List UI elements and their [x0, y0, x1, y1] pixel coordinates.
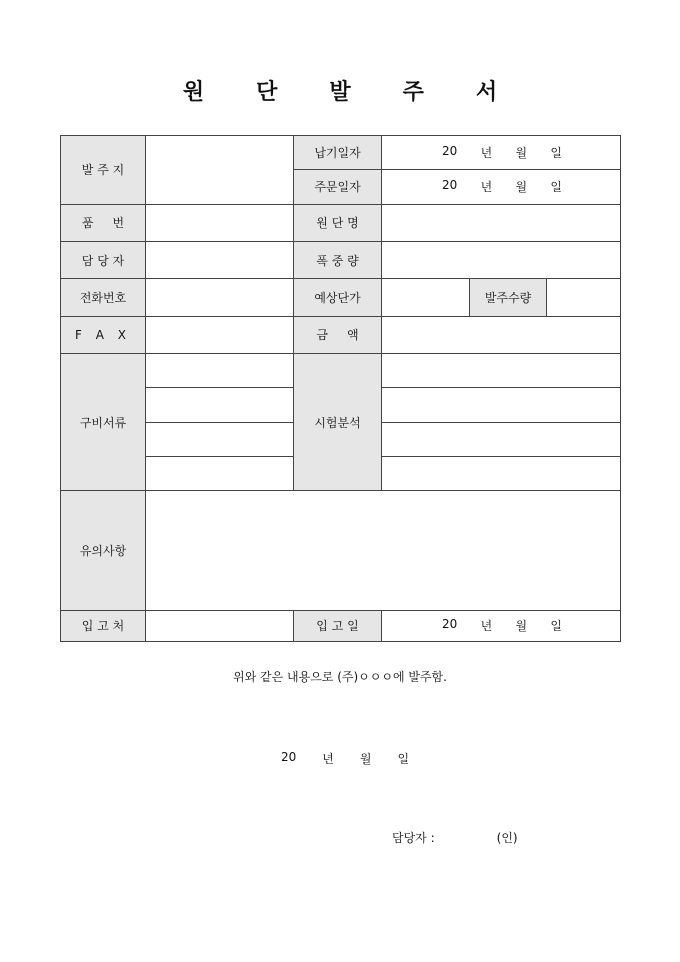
title-char: 원 [182, 79, 205, 105]
month-unit: 월 [359, 752, 372, 766]
document-title [0, 74, 680, 110]
title-char: 서 [475, 79, 498, 105]
signature-label: 담당자 : [392, 831, 435, 845]
documents-line[interactable] [146, 422, 294, 456]
seal-mark: (인) [496, 831, 518, 845]
fax-label: F A X [61, 316, 146, 353]
year-unit: 년 [480, 619, 493, 634]
fax-value[interactable] [146, 316, 294, 353]
amount-value[interactable] [382, 316, 621, 353]
title-char: 단 [256, 79, 278, 105]
documents-line[interactable] [146, 457, 294, 491]
year-prefix: 20 [442, 144, 458, 159]
expected-price-row [382, 279, 621, 316]
day-unit: 일 [550, 619, 562, 634]
expected-price-label: 예상단가 [294, 279, 382, 316]
manager-value[interactable] [146, 242, 294, 279]
fabric-name-value[interactable] [382, 204, 621, 241]
delivery-date-label: 납기일자 [294, 136, 382, 170]
receiving-date-value[interactable] [382, 610, 621, 641]
order-qty-value[interactable] [547, 279, 620, 315]
issue-date [281, 750, 409, 767]
amount-label: 금 액 [294, 316, 382, 353]
signature-line [392, 829, 518, 846]
test-analysis-line[interactable] [382, 388, 621, 422]
year-unit: 년 [480, 180, 493, 195]
expected-price-value[interactable] [382, 279, 469, 315]
delivery-date-value[interactable] [382, 136, 621, 170]
order-date-value[interactable] [382, 170, 621, 204]
year-prefix: 20 [281, 750, 297, 764]
item-no-label: 품 번 [61, 204, 146, 241]
receiving-place-value[interactable] [146, 610, 294, 641]
width-weight-value[interactable] [382, 242, 621, 279]
order-form-table [60, 135, 621, 642]
month-unit: 월 [515, 146, 528, 161]
month-unit: 월 [515, 619, 528, 634]
phone-label: 전화번호 [61, 279, 146, 316]
order-qty-label: 발주수량 [469, 279, 547, 315]
day-unit: 일 [550, 146, 562, 161]
documents-line[interactable] [146, 354, 294, 388]
test-analysis-label: 시험분석 [294, 354, 382, 491]
year-unit: 년 [322, 752, 334, 766]
test-analysis-line[interactable] [382, 354, 621, 388]
manager-label: 담 당 자 [61, 242, 146, 279]
day-unit: 일 [397, 752, 410, 766]
phone-value[interactable] [146, 279, 294, 316]
year-prefix: 20 [442, 178, 458, 193]
notes-value[interactable] [146, 491, 621, 610]
year-unit: 년 [480, 146, 493, 161]
year-prefix: 20 [442, 617, 458, 632]
test-analysis-line[interactable] [382, 422, 621, 456]
fabric-name-label: 원 단 명 [294, 204, 382, 241]
notes-label: 유의사항 [61, 491, 146, 610]
order-site-value[interactable] [146, 136, 294, 205]
order-date-label: 주문일자 [294, 170, 382, 204]
receiving-date-label: 입 고 일 [294, 610, 382, 641]
month-unit: 월 [515, 180, 528, 195]
title-char: 주 [402, 79, 424, 105]
receiving-place-label: 입 고 처 [61, 610, 146, 641]
item-no-value[interactable] [146, 204, 294, 241]
title-char: 발 [329, 79, 351, 105]
day-unit: 일 [550, 180, 562, 195]
order-statement: 위와 같은 내용으로 (주)ㅇㅇㅇ에 발주함. [233, 670, 447, 684]
documents-label: 구비서류 [61, 354, 146, 491]
documents-line[interactable] [146, 388, 294, 422]
test-analysis-line[interactable] [382, 457, 621, 491]
order-site-label: 발 주 지 [61, 136, 146, 205]
width-weight-label: 폭 중 량 [294, 242, 382, 279]
